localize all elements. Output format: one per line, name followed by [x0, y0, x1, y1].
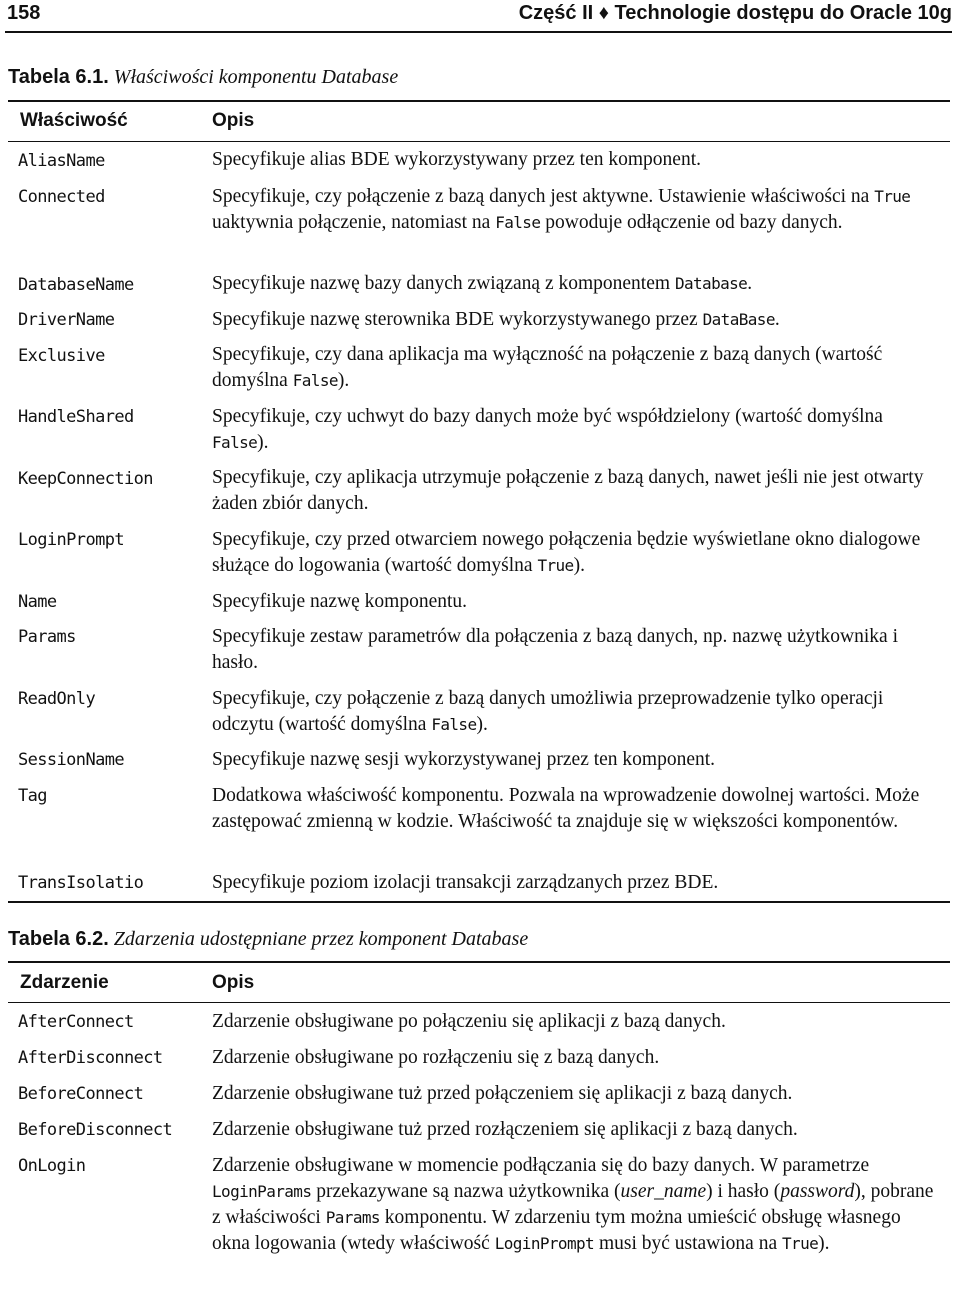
property-description: Dodatkowa właściwość komponentu. Pozwala na wprowadzenie dowolnej wartości. Może zastępować zmienną w kodzie. Właściwość ta znajduje się w większości komponentów. — [212, 785, 920, 832]
property-description: Specyfikuje nazwę bazy danych związaną z komponentem Database. — [212, 273, 753, 294]
property-description: Specyfikuje poziom izolacji transakcji zarządzanych przez BDE. — [212, 872, 719, 893]
property-description: Specyfikuje, czy dana aplikacja ma wyłączność na połączenie z bazą danych (wartość domyślna False). — [212, 344, 883, 391]
table1-bottom-rule — [8, 901, 950, 903]
chapter-title: Część II ♦ Technologie dostępu do Oracle 10g — [518, 2, 952, 24]
table1-label: Tabela 6.1. — [8, 66, 109, 88]
table1-header-rule — [8, 141, 950, 142]
event-name: AfterConnect — [18, 1012, 134, 1032]
table2-header-rule — [8, 1002, 950, 1003]
property-description: Specyfikuje, czy aplikacja utrzymuje połączenie z bazą danych, nawet jeśli nie jest otwarty żaden zbiór danych. — [212, 467, 924, 514]
property-description: Specyfikuje, czy połączenie z bazą danych jest aktywne. Ustawienie właściwości na True uaktywnia połączenie, natomiast na False powoduje odłączenie od bazy danych. — [212, 186, 911, 233]
property-description: Specyfikuje alias BDE wykorzystywany przez ten komponent. — [212, 149, 701, 170]
property-description: Specyfikuje nazwę sesji wykorzystywanej przez ten komponent. — [212, 749, 716, 770]
table1-top-rule — [8, 100, 950, 102]
event-name: BeforeConnect — [18, 1084, 144, 1104]
table2-caption — [8, 928, 528, 951]
property-name: Exclusive — [18, 346, 105, 366]
property-name: LoginPrompt — [18, 530, 124, 550]
page-header — [5, 0, 952, 33]
table1-header-description: Opis — [212, 110, 255, 131]
property-name: Tag — [18, 786, 47, 806]
table2-top-rule — [8, 961, 950, 963]
event-name: AfterDisconnect — [18, 1048, 163, 1068]
table2-header-event: Zdarzenie — [20, 972, 109, 993]
table2-header-description: Opis — [212, 972, 255, 993]
table1-header-property: Właściwość — [20, 110, 128, 131]
event-description: Zdarzenie obsługiwane po rozłączeniu się z bazą danych. — [212, 1047, 660, 1068]
property-description: Specyfikuje nazwę sterownika BDE wykorzystywanego przez DataBase. — [212, 309, 780, 330]
property-description: Specyfikuje, czy uchwyt do bazy danych może być współdzielony (wartość domyślna False). — [212, 406, 883, 453]
property-name: DriverName — [18, 310, 115, 330]
event-description: Zdarzenie obsługiwane tuż przed rozłączeniem się aplikacji z bazą danych. — [212, 1119, 798, 1140]
table1-caption — [8, 66, 398, 89]
event-description: Zdarzenie obsługiwane po połączeniu się aplikacji z bazą danych. — [212, 1011, 726, 1032]
property-description: Specyfikuje, czy połączenie z bazą danych umożliwia przeprowadzenie tylko operacji odczytu (wartość domyślna False). — [212, 688, 884, 735]
table1-title: Właściwości komponentu Database — [113, 66, 399, 88]
property-name: KeepConnection — [18, 469, 153, 489]
property-name: Params — [18, 627, 76, 647]
property-name: HandleShared — [18, 407, 134, 427]
property-name: Connected — [18, 187, 105, 207]
event-name: OnLogin — [18, 1156, 86, 1176]
event-name: BeforeDisconnect — [18, 1120, 173, 1140]
table2-label: Tabela 6.2. — [8, 928, 109, 950]
property-name: ReadOnly — [18, 689, 96, 709]
event-description: Zdarzenie obsługiwane tuż przed połączeniem się aplikacji z bazą danych. — [212, 1083, 793, 1104]
page-number: 158 — [7, 2, 41, 24]
property-name: AliasName — [18, 151, 105, 171]
property-name: Name — [18, 592, 57, 612]
property-description: Specyfikuje nazwę komponentu. — [212, 591, 468, 612]
property-name: SessionName — [18, 750, 124, 770]
property-name: TransIsolatio — [18, 873, 144, 893]
event-description: Zdarzenie obsługiwane w momencie podłączania się do bazy danych. W parametrze LoginParams przekazywane są nazwa użytkownika (user_name) i hasło (password), pobrane z właściwości Params komponentu. W zdarzeniu tym można umieścić obsługę własnego okna logowania (wtedy właściwość LoginPrompt musi być ustawiona na True). — [212, 1155, 934, 1254]
property-description: Specyfikuje zestaw parametrów dla połączenia z bazą danych, np. nazwę użytkownika i hasło. — [212, 626, 898, 673]
table2-title: Zdarzenia udostępniane przez komponent Database — [113, 928, 529, 950]
property-name: DatabaseName — [18, 275, 134, 295]
property-description: Specyfikuje, czy przed otwarciem nowego połączenia będzie wyświetlane okno dialogowe służące do logowania (wartość domyślna True). — [212, 529, 921, 576]
